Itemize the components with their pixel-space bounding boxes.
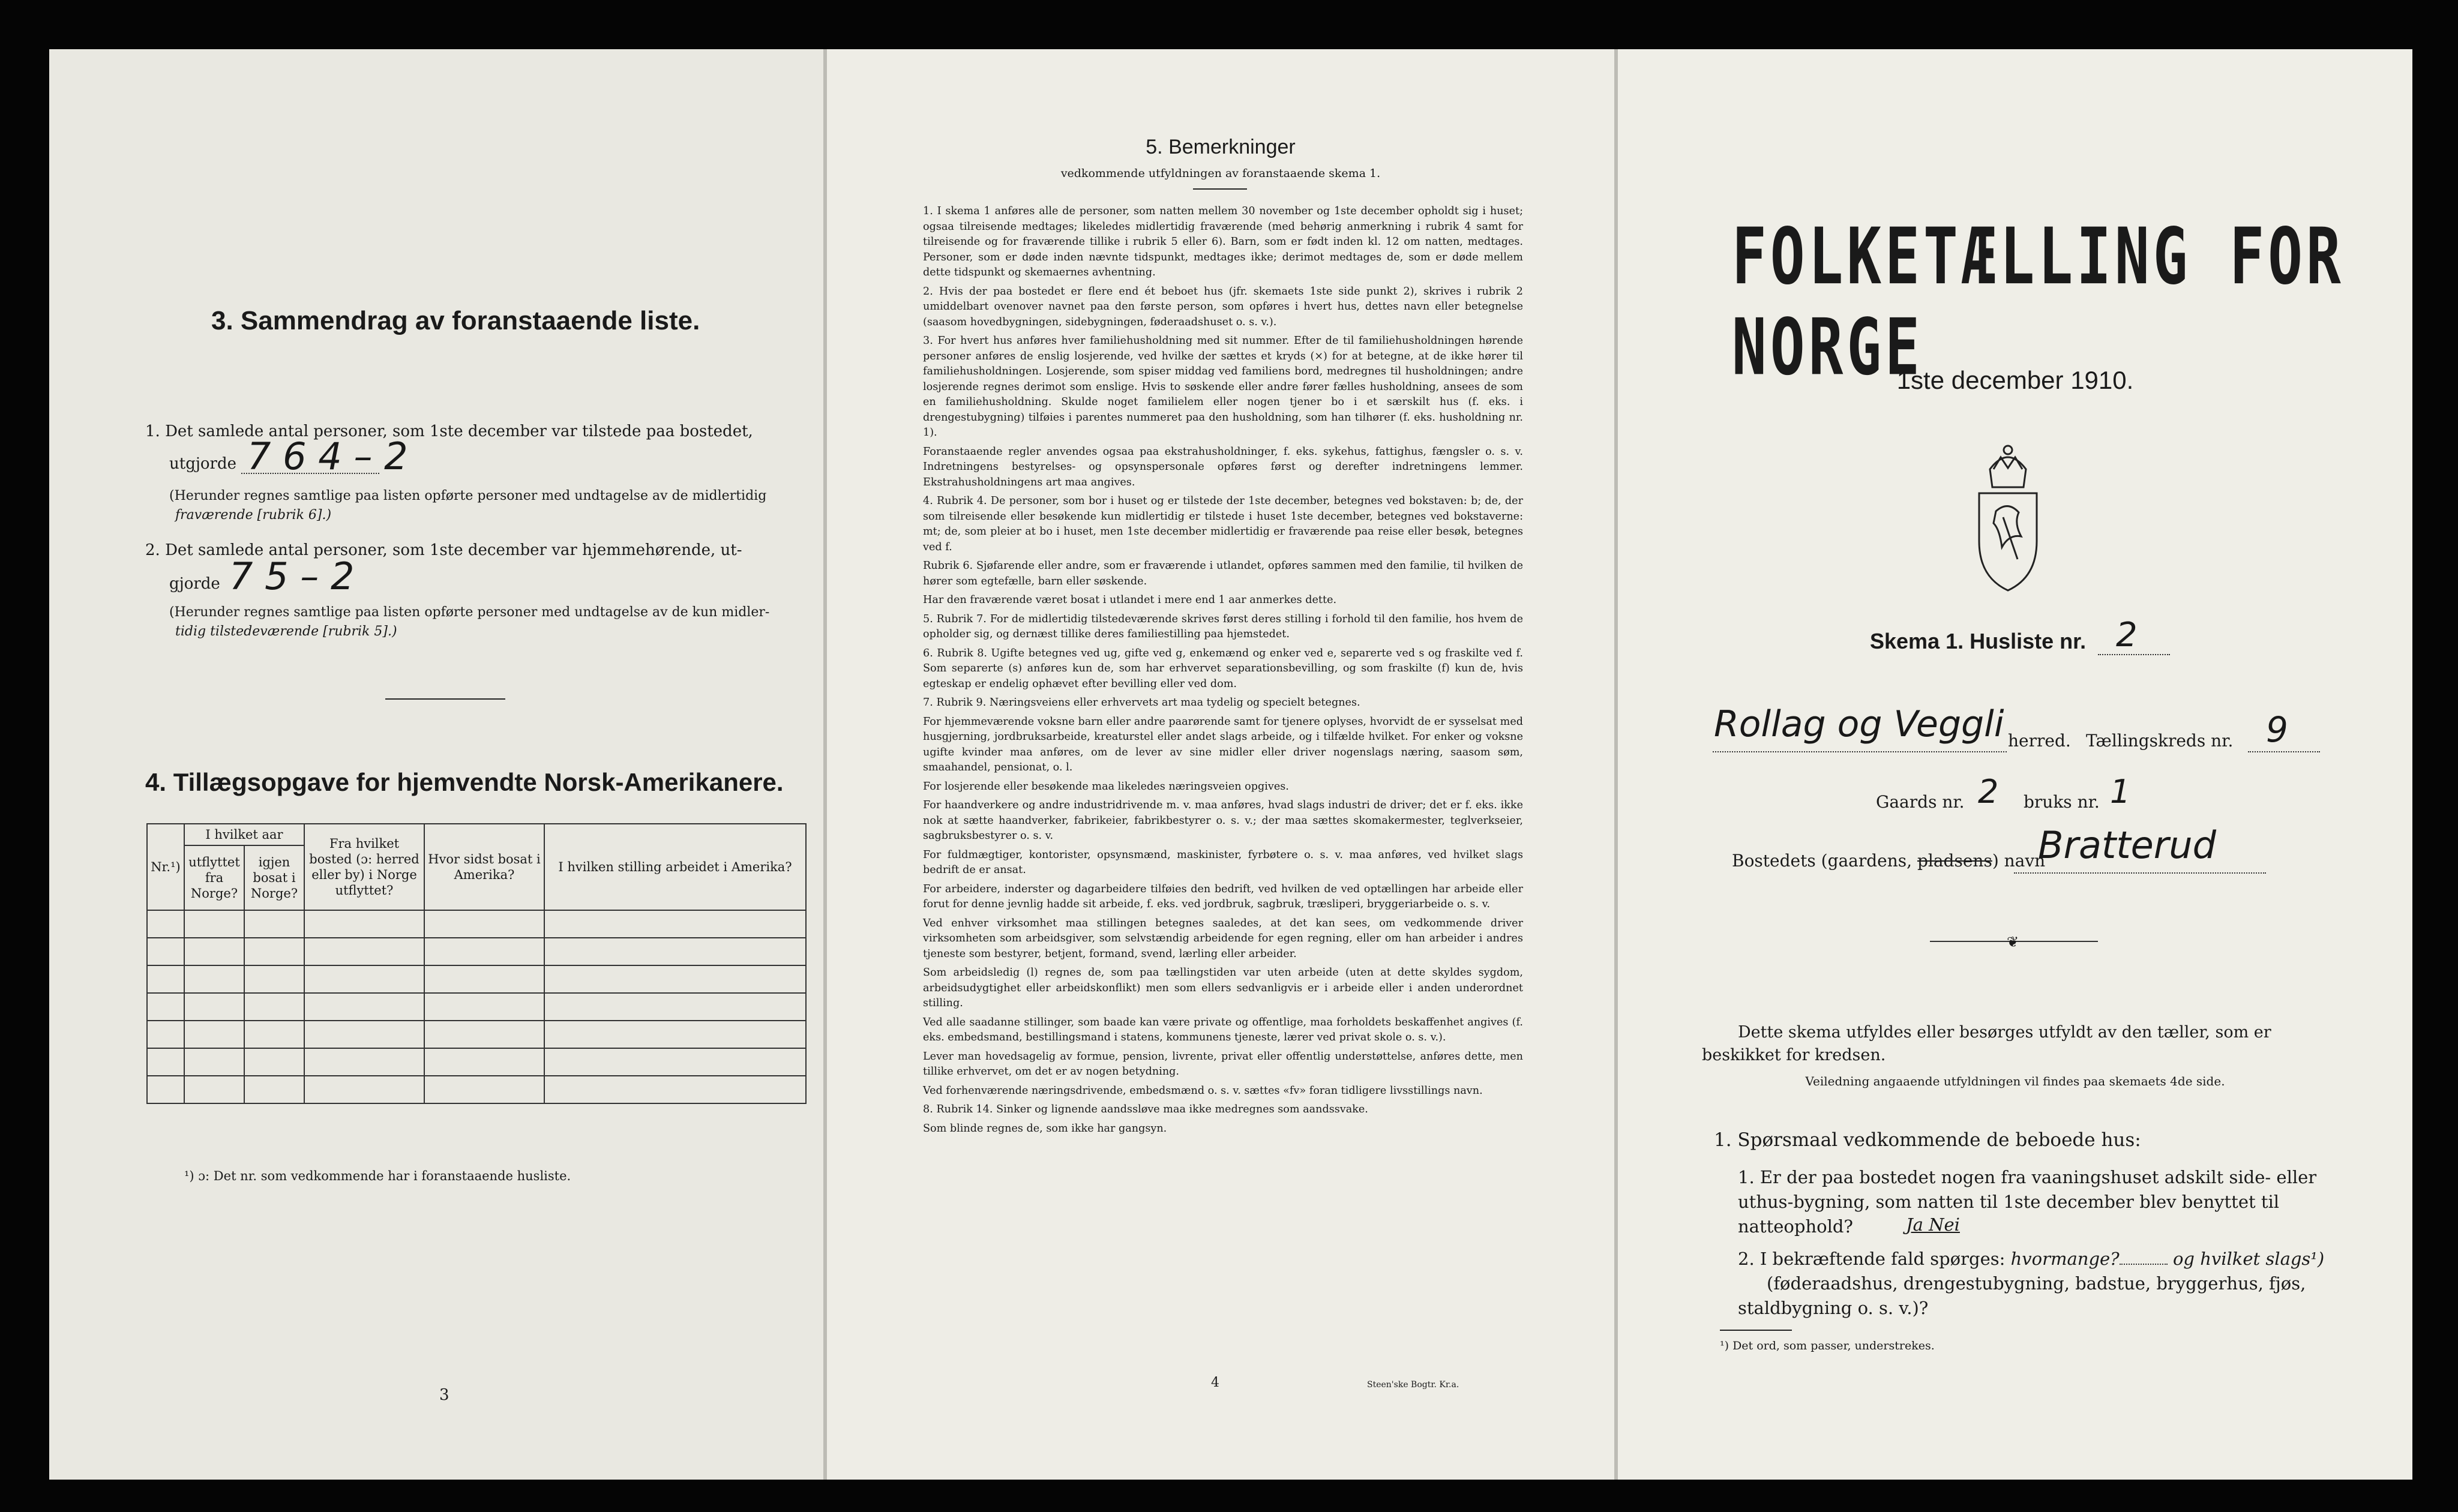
handwritten-resident-count: 7 5 – 2: [229, 554, 355, 598]
table-row: [147, 1076, 806, 1103]
krets-number: 9: [2266, 709, 2288, 750]
table-row: [147, 1048, 806, 1076]
bruks-label: bruks nr.: [2024, 792, 2100, 812]
page-number: 4: [1211, 1375, 1219, 1390]
intro-text: Dette skema utfyldes eller besørges utfyldt av den tæller, som er beskikket for kredsen.: [1702, 1023, 2271, 1064]
norsk-amerikanere-table: [146, 823, 807, 1104]
remark-paragraph: For arbeidere, inderster og dagarbeidere tilføies den bedrift, ved hvilken de ved optællingen har arbeide eller forut for denne jevnlig hadde sit arbeide, f. eks. ved jordbruk, sagbruk, træsliperi, bryggeriarbeide o. s. v.: [923, 883, 1523, 910]
coat-of-arms-icon: [1966, 433, 2050, 595]
remark-paragraph: For hjemmeværende voksne barn eller andre paarørende samt for tjenere oplyses, hvorvidt de er sysselsat med husgjerning, jordbruksarbeide, kreaturstel eller andet slags arbeide, og i tilfælde hvilket. For enker og voksne ugifte kvinder maa anføres, om de lever av sine midler eller driver nogenslags næring, saasom søm, smaahandel, pensionat, o. l.: [923, 715, 1523, 773]
krets-label: Tællingskreds nr.: [2086, 731, 2234, 751]
remark-paragraph: 3. For hvert hus anføres hver familiehusholdning med sit nummer. Efter de til familiehusholdningen hørende personer anføres de enslig losjerende, ved hvilke der sættes et kryds (×) for at betegne, at de ikke hører til familiehusholdningen. Losjerende, som spiser middag ved familiens bord, medregnes til husholdningen; andre losjerende regnes derimot som enslige. Hvis to søskende eller andre fører fælles husholdning, ansees de som en familiehusholdning. Skulde noget familielem eller nogen tjener bo i et særskilt hus (f. eks. i drengestubygning) tilføies i parentes nummeret paa den husholdning, som han tilhører (f. eks. husholdning nr. 1).: [923, 335, 1523, 439]
remark-paragraph: 2. Hvis der paa bostedet er flere end ét beboet hus (jfr. skemaets 1ste side punkt 2), skrives i rubrik 2 umiddelbart ovenover navnet paa den første person, som opføres i hvert hus, dettes navn eller betegnelse (saasom hovedbygningen, sidebygningen, føderaadshuset o. s. v.).: [923, 285, 1523, 328]
remark-paragraph: Ved enhver virksomhet maa stillingen betegnes saaledes, at det kan sees, om vedkommende driver virksomheten som arbeidsgiver, som selvstændig arbeidende for egen regning, eller om han arbeider i andres tjeneste som bestyrer, betjent, formand, svend, lærling eller arbeider.: [923, 917, 1523, 960]
dotted-line: [2248, 751, 2320, 752]
remarks-body: [923, 204, 1523, 1140]
divider: [1193, 188, 1247, 190]
remark-paragraph: Har den fraværende været bosat i utlandet i mere end 1 aar anmerkes dette.: [923, 594, 1337, 606]
table-row: [147, 993, 806, 1021]
question-2-a: 2. I bekræftende fald spørges:: [1738, 1249, 2006, 1269]
gjorde-label: gjorde: [169, 575, 220, 593]
questions-title: 1. Spørsmaal vedkommende de beboede hus:: [1714, 1129, 2141, 1151]
norsk-amerikanere-title: 4. Tillægsopgave for hjemvendte Norsk-Amerikanere.: [145, 768, 784, 796]
col-returned: igjen bosat i Norge?: [244, 845, 304, 910]
census-date: 1ste december 1910.: [1896, 366, 2134, 394]
herred-handwritten: Rollag og Veggli: [1714, 703, 2004, 745]
summary-item-1: 1. Det samlede antal personer, som 1ste december var tilstede paa bostedet,: [145, 422, 753, 440]
question-2: [1738, 1247, 2350, 1321]
husliste-number: 2: [2116, 616, 2138, 655]
gaards-label: Gaards nr.: [1876, 792, 1965, 812]
table-row: [147, 1021, 806, 1048]
herred-label: herred.: [2008, 731, 2071, 751]
census-title: FOLKETÆLLING FOR NORGE: [1732, 211, 2345, 393]
question-2-how-many: hvormange?: [2010, 1249, 2120, 1269]
remark-paragraph: Ved forhenværende næringsdrivende, embedsmænd o. s. v. sættes «fv» foran tidligere livsstillings navn.: [923, 1084, 1483, 1097]
remark-paragraph: 8. Rubrik 14. Sinker og lignende aandssløve maa ikke medregnes som aandssvake.: [923, 1103, 1368, 1115]
bosted-handwritten: Bratterud: [2038, 823, 2216, 867]
ornament-icon: ❦: [2007, 934, 2019, 950]
col-occupation: I hvilken stilling arbeidet i Amerika?: [544, 824, 806, 910]
page-left: [49, 49, 823, 1480]
divider: [385, 698, 505, 700]
remark-paragraph: Ved alle saadanne stillinger, som baade kan være private og offentlige, maa forholdets beskaffenhet angives (f. eks. embedsmand, bestillingsmand i statens, kommunens tjeneste, lærer ved privat skole o. s. v.).: [923, 1016, 1523, 1043]
bosted-label-strike: pladsens: [1917, 851, 1992, 871]
remarks-title: 5. Bemerkninger: [1146, 136, 1296, 158]
remark-paragraph: Foranstaaende regler anvendes ogsaa paa ekstrahusholdninger, f. eks. sykehus, fattighus, fængsler o. s. v. Indretningens bestyrelses- og opsynspersonale opføres først og derefter indretningens lemmer. Ekstrahusholdningens art maa angives.: [923, 445, 1523, 488]
dotted-line: [2098, 654, 2170, 655]
col-last-residence: Hvor sidst bosat i Amerika?: [424, 824, 544, 910]
question-1-answer: Ja Nei: [1906, 1214, 1960, 1235]
dotted-line: [1713, 751, 2007, 752]
page-right: [1618, 49, 2412, 1480]
remark-paragraph: For fuldmægtiger, kontorister, opsynsmænd, maskinister, fyrbøtere o. s. v. maa anføres, ved hvilket slags bedrift de er ansat.: [923, 848, 1523, 876]
question-1: 1. Er der paa bostedet nogen fra vaaningshuset adskilt side- eller uthus-bygning, som natten til 1ste december blev benyttet til natteophold?: [1738, 1167, 2317, 1237]
summary-item-2: 2. Det samlede antal personer, som 1ste december var hjemmehørende, ut-: [145, 541, 742, 559]
remark-paragraph: For losjerende eller besøkende maa likeledes næringsveien opgives.: [923, 780, 1289, 793]
divider: [1720, 1330, 1792, 1331]
skema-label: Skema 1. Husliste nr.: [1870, 629, 2087, 653]
question-2-kind: og hvilket slags¹): [2172, 1249, 2325, 1269]
dotted-line: [2014, 872, 2266, 874]
table-row: [147, 938, 806, 965]
remark-paragraph: 6. Rubrik 8. Ugifte betegnes ved ug, gifte ved g, enkemænd og enker ved e, separerte ved s og fraskilte ved f. Som separerte (s) anføres kun de, som har erhvervet separationsbevilling, og som fraskilte (f) kun de, hvis egteskap er endelig ophævet efter bevilling eller ved dom.: [923, 647, 1523, 690]
bosted-label: [1732, 851, 2045, 871]
remark-paragraph: Som blinde regnes de, som ikke har gangsyn.: [923, 1122, 1167, 1135]
bosted-label-a: Bostedets (gaardens,: [1732, 851, 1913, 871]
page-number: 3: [439, 1386, 449, 1404]
col-group-year: I hvilket aar: [184, 824, 304, 845]
printer-mark: Steen'ske Bogtr. Kr.a.: [1367, 1380, 1459, 1390]
col-from-place: Fra hvilket bosted (ɔ: herred eller by) i Norge utflyttet?: [304, 824, 424, 910]
question-2-d: (føderaadshus, drengestubygning, badstue, bryggerhus, fjøs, staldbygning o. s. v.)?: [1738, 1273, 2306, 1318]
summary-note-1b: fraværende [rubrik 6].): [175, 508, 332, 523]
col-nr: Nr.¹): [147, 824, 184, 910]
bosted-label-b: ) navn: [1992, 851, 2046, 871]
col-emigrated: utflyttet fra Norge?: [184, 845, 244, 910]
dotted-line: [241, 473, 379, 474]
summary-note-2a: (Herunder regnes samtlige paa listen opførte personer med undtagelse av de kun midler-: [169, 605, 770, 620]
summary-title: 3. Sammendrag av foranstaaende liste.: [211, 306, 700, 335]
handwritten-present-count: 7 6 4 – 2: [247, 434, 408, 478]
intro-guidance: Veiledning angaaende utfyldningen vil findes paa skemaets 4de side.: [1805, 1074, 2225, 1088]
remark-paragraph: 4. Rubrik 4. De personer, som bor i huset og er tilstede der 1ste december, betegnes ved bokstaven: b; de, der som tilreisende eller besøkende kun midlertidig er tilstede i huset 1ste december, betegnes ved bokstaverne: mt; de, som pleier at bo i huset, men 1ste december midlertidig er fraværende paa reise eller besøk, betegnes ved f.: [923, 495, 1523, 553]
table-row: [147, 965, 806, 993]
remark-paragraph: Som arbeidsledig (l) regnes de, som paa tællingstiden var uten arbeide (uten at dette skyldes sygdom, arbeidsudygtighet eller arbeidskonflikt) men som ellers sedvanligvis er i arbeide eller i anden underordnet stilling.: [923, 967, 1523, 1009]
table-row: [147, 910, 806, 938]
remark-paragraph: For haandverkere og andre industridrivende m. v. maa anføres, hvad slags industri de driver; det er f. eks. ikke nok at sætte haandverker, fabrikeier, fabrikbestyrer o. s. v.; der maa sættes skomakermester, teglverkseier, sagbruksbestyrer o. s. v.: [923, 799, 1523, 842]
remark-paragraph: Lever man hovedsagelig av formue, pension, livrente, privat eller offentlig understøttelse, anføres dette, men tillike erhvervet, om det er av nogen betydning.: [923, 1050, 1523, 1078]
table-footnote: ¹) ɔ: Det nr. som vedkommende har i foranstaaende husliste.: [184, 1169, 571, 1183]
summary-note-1a: (Herunder regnes samtlige paa listen opførte personer med undtagelse av de midlertidig: [169, 488, 767, 503]
remark-paragraph: 5. Rubrik 7. For de midlertidig tilstedeværende skrives først deres stilling i forhold til den familie, hos hvem de opholder sig, og dernæst tillike deres familiestilling paa hjemstedet.: [923, 613, 1523, 640]
remark-paragraph: Rubrik 6. Sjøfarende eller andre, som er fraværende i utlandet, opføres sammen med den familie, til hvilken de hører som egtefælle, barn eller søskende.: [923, 560, 1523, 587]
gaards-number: 2: [1978, 773, 1999, 811]
remarks-subtitle: vedkommende utfyldningen av foranstaaende skema 1.: [1060, 167, 1381, 180]
right-footnote: ¹) Det ord, som passer, understrekes.: [1720, 1339, 1935, 1352]
bruks-number: 1: [2110, 773, 2131, 811]
remark-paragraph: 7. Rubrik 9. Næringsveiens eller erhvervets art maa tydelig og specielt betegnes.: [923, 697, 1360, 709]
page-middle: [827, 49, 1614, 1480]
remark-paragraph: 1. I skema 1 anføres alle de personer, som natten mellem 30 november og 1ste december opholdt sig i huset; ogsaa tilreisende medtages; likeledes midlertidig fraværende (med behørig anmerkning i rubrik 4 samt for tilreisende og for fraværende tillike i rubrik 5 eller 6). Barn, som er født inden kl. 12 om natten, medtages. Personer, som er døde inden nævnte tidspunkt, medtages ikke; derimot medtages de, som er døde mellem dette tidspunkt og skemaernes avhentning.: [923, 205, 1523, 278]
utgjorde-label: utgjorde: [169, 455, 237, 473]
summary-note-2b: tidig tilstedeværende [rubrik 5].): [175, 624, 397, 639]
